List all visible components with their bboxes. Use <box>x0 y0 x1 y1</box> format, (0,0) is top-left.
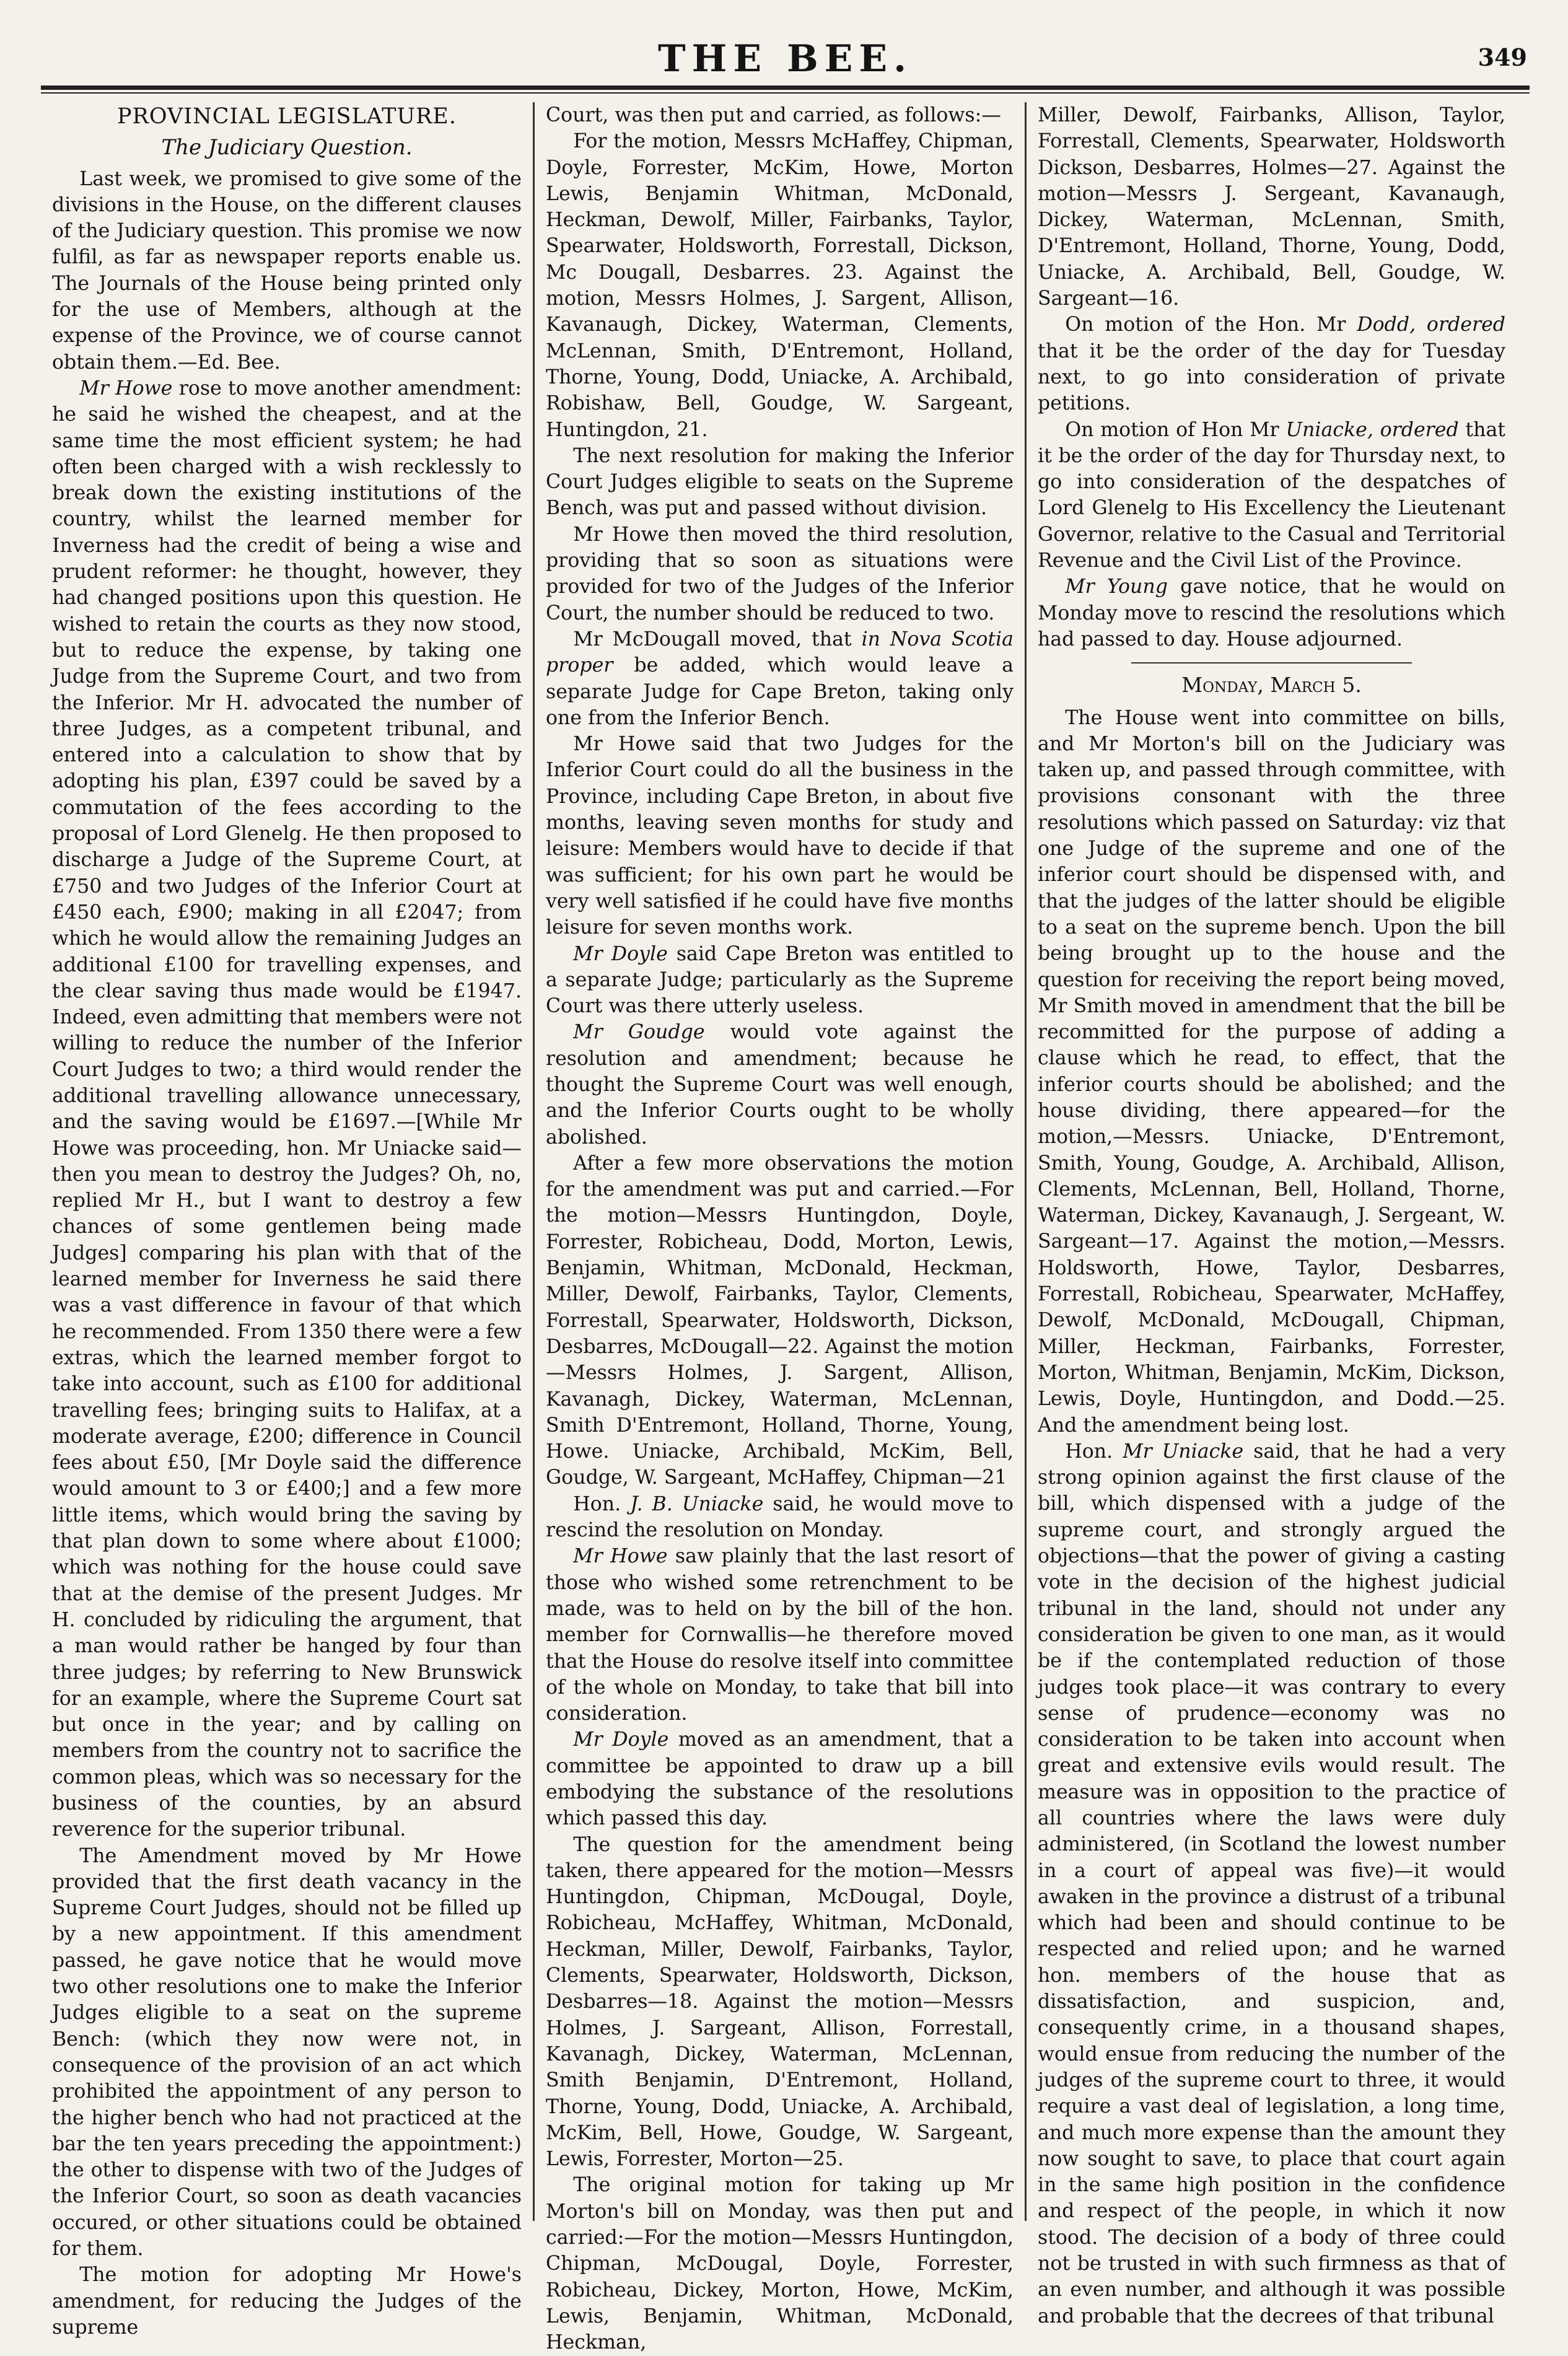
paragraph-text: be added, which would leave a separate Judge for Cape Breton, taking only one from the Inferior Bench. <box>546 654 1014 729</box>
paragraph-text: said Cape Breton was entitled to a separate Judge; particularly as the Supreme Court was there utterly useless. <box>546 942 1014 1018</box>
page-number: 349 <box>1478 43 1527 71</box>
italic-phrase: in Nova Scotia proper <box>546 628 1014 677</box>
column-2 <box>533 102 1025 2354</box>
paragraph <box>546 941 1014 1020</box>
paragraph <box>546 1543 1014 1727</box>
column-1 <box>41 102 533 2339</box>
speaker-name: Uniacke, ordered <box>1285 418 1459 441</box>
speaker-name: J. B. Uniacke <box>630 1492 764 1515</box>
speaker-name: Mr Doyle <box>573 1728 669 1751</box>
paragraph: Mr Howe then moved the third resolution, providing that so soon as situations were provided for two of the Judges of the Inferior Court, the number should be reduced to two. <box>546 523 1014 624</box>
vote-list: For the motion, Messrs McHaffey, Chipman, Doyle, Forrester, McKim, Howe, Morton Lewis, Benjamin Whitman, McDonald, Heckman, Dewolf, Miller, Fairbanks, Taylor, Spearwater, Holdsworth, Forrestall, Dickson, Mc Dougall, Desbarres. 23. Against the motion, Messrs Holmes, J. Sargent, Allison, Kavanaugh, Dickey, Waterman, Clements, McLennan, Smith, D'Entremont, Holland, Thorne, Young, Dodd, Uniacke, A. Archibald, Robishaw, Bell, Goudge, W. Sargeant, Huntingdon, 21. <box>546 130 1014 441</box>
paragraph-text: that it be the order of the day for Tuesday next, to go into consideration of private petitions. <box>1038 339 1505 415</box>
paragraph <box>1038 417 1505 574</box>
paragraph-text: saw plainly that the last resort of those who wished some retrenchment to be made, was to held on by the bill of the hon. member for Cornwallis—he therefore moved that the House do resolve itself into committee of the whole on Monday, to take that bill into consideration. <box>546 1545 1014 1725</box>
paragraph <box>546 1491 1014 1544</box>
paragraph-text: moved as an amendment, that a committee be appointed to draw up a bill embodying the substance of the resolutions which passed this day. <box>546 1728 1014 1830</box>
paragraph-text: On motion of the Hon. Mr <box>1065 313 1357 336</box>
speaker-name: Mr Howe <box>573 1545 668 1568</box>
paragraph-text: Hon. <box>573 1492 631 1515</box>
paragraph <box>1038 574 1505 652</box>
paragraph-text: would vote against the resolution and amendment; because he thought the Supreme Court was well enough, and the Inferior Courts ought to be wholly abolished. <box>546 1021 1014 1149</box>
article-subtitle: The Judiciary Question. <box>161 135 413 160</box>
paragraph: The House went into committee on bills, and Mr Morton's bill on the Judiciary was taken up, and passed through committee, with provisions consonant with the three resolutions which passed on Saturday: viz that one Judge of the supreme and one of the inferior court should be dispensed with, and that the judges of the latter should be eligible to a seat on the supreme bench. Upon the bill being brought up to the house and the question for receiving the report being moved, Mr Smith moved in amendment that the bill be recommitted for the purpose of adding a clause which he read, to effect, that the inferior courts should be abolished; and the house dividing, there appeared—for the motion,—Messrs. Uniacke, D'Entremont, Smith, Young, Goudge, A. Archibald, Allison, Clements, McLennan, Bell, Holland, Thorne, Waterman, Dickey, Kavanaugh, J. Sergeant, W. Sargeant—17. Against the motion,—Messrs. Holdsworth, Howe, Taylor, Desbarres, Forrestall, Robicheau, Spearwater, McHaffey, Dewolf, McDonald, McDougall, Chipman, Miller, Heckman, Fairbanks, Forrester, Morton, Whitman, Benjamin, McKim, Dickson, Lewis, Doyle, Huntingdon, and Dodd.—25. And the amendment being lost. <box>1038 706 1505 1437</box>
paragraph <box>546 1019 1014 1150</box>
paragraph-text: On motion of Hon Mr <box>1065 418 1286 441</box>
speaker-name: Mr Young <box>1065 576 1168 598</box>
vote-list: After a few more observations the motion for the amendment was put and carried.—For the motion—Messrs Huntingdon, Doyle, Forrester, Robicheau, Dodd, Morton, Lewis, Benjamin, Whitman, McDonald, Heckman, Miller, Dewolf, Fairbanks, Taylor, Clements, Forrestall, Spearwater, Holdsworth, Dickson, Desbarres, McDougall—22. Against the motion—Messrs Holmes, J. Sargent, Allison, Kavanagh, Dickey, Waterman, McLennan, Smith D'Entremont, Holland, Thorne, Young, Howe. Uniacke, Archibald, McKim, Bell, Goudge, W. Sargeant, McHaffey, Chipman—21 <box>546 1152 1014 1489</box>
speaker-name: Dodd, ordered <box>1357 313 1505 336</box>
section-title: PROVINCIAL LEGISLATURE. <box>117 104 457 129</box>
speaker-name: Mr Uniacke <box>1123 1440 1244 1463</box>
vote-list: The question for the amendment being taken, there appeared for the motion—Messrs Huntingdon, Chipman, McDougal, Doyle, Robicheau, McHaffey, Whitman, McDonald, Heckman, Miller, Dewolf, Fairbanks, Taylor, Clements, Spearwater, Holdsworth, Dickson, Desbarres—18. Against the motion—Messrs Holmes, J. Sargeant, Allison, Forrestall, Kavanagh, Dickey, Waterman, McLennan, Smith Benjamin, D'Entremont, Holland, Thorne, Young, Dodd, Uniacke, A. Archibald, McKim, Bell, Howe, Goudge, W. Sargeant, Lewis, Forrester, Morton—25. <box>546 1833 1014 2171</box>
speaker-name: Mr Howe <box>79 377 173 400</box>
paragraph <box>52 375 522 1843</box>
vote-list: Miller, Dewolf, Fairbanks, Allison, Taylor, Forrestall, Clements, Spearwater, Holdsworth Dickson, Desbarres, Holmes—27. Against the motion—Messrs J. Sergeant, Kavanaugh, Dickey, Waterman, McLennan, Smith, D'Entremont, Holland, Thorne, Young, Dodd, Uniacke, A. Archibald, Bell, Goudge, W. Sargeant—16. <box>1038 104 1505 310</box>
paragraph-text: rose to move another amendment: he said he wished the cheapest, and at the same time the most efficient system; he had often been charged with a wish recklessly to break down the existing institutions of the country, whilst the learned member for Inverness had the credit of being a wise and prudent reformer: he thought, however, they had changed positions upon this question. He wished to retain the courts as they now stood, but to reduce the expense, by taking one Judge from the Supreme Court, and two from the Inferior. Mr H. advocated the number of three Judges, as a competent tribunal, and entered into a calculation to show that by adopting his plan, £397 could be saved by a commutation of the fees according to the proposal of Lord Glenelg. He then proposed to discharge a Judge of the Supreme Court, at £750 and two Judges of the Inferior Court at £450 each, £900; making in all £2047; from which he would allow the remaining Judges an additional £100 for travelling expenses, and the clear saving thus made would be £1947. Indeed, even admitting that members were not willing to reduce the number of the Inferior Court Judges to two; a third would render the additional travelling allowance unnecessary, and the saving would be £1697.—[While Mr Howe was proceeding, hon. Mr Uniacke said—then you mean to destroy the Judges? Oh, no, replied Mr H., but I want to destroy a few chances of some gentlemen being made Judges] comparing his plan with that of the learned member for Inverness he said there was a vast difference in favour of that which he recommended. From 1350 there were a few extras, which the learned member forgot to take into account, such as £100 for additional travelling fees; bringing suits to Halifax, at a moderate average, £200; difference in Council fees about £50, [Mr Doyle said the difference would amount to 3 or £400;] and a few more little items, which would bring the saving by that plan down to some where about £1000; which was nothing for the house could save that at the demise of the present Judges. Mr H. concluded by ridiculing the argument, that a man would rather be hanged by four than three judges; by referring to New Brunswick for an example, where the Supreme Court sat but once in the year; and by calling on members from the country not to sacrifice the common pleas, which was so necessary for the business of the counties, by an absurd reverence for the superior tribunal. <box>52 377 522 1841</box>
paragraph: The next resolution for making the Inferior Court Judges eligible to seats on the Supreme Bench, was put and passed without division. <box>546 444 1014 520</box>
paragraph-text: Hon. <box>1065 1440 1123 1463</box>
paragraph-text: said, that he had a very strong opinion against the first clause of the bill, which dispensed with a judge of the supreme court, and strongly argued the objections—that the power of giving a casting vote in the decision of the highest judicial tribunal in the land, should not under any consideration be given to one man, as it would be if the contemplated reduction of those judges took place—it was contrary to every sense of prudence—economy was no consideration to be taken into account when great and extensive evils would result. The measure was in opposition to the practice of all countries where the laws were duly administered, (in Scotland the lowest number in a court of appeal was five)—it would awaken in the province a distrust of a tribunal which had been and should continue to be respected and relied upon; and he warned hon. members of the house that as dissatisfaction, and suspicion, and, consequently crime, in a thousand shapes, would ensue from reducing the number of the judges of the supreme court to three, it would require a vast deal of legislation, a long time, and much more expense than the amount they now sought to save, to place that court again in the same high position in the confidence and respect of the people, in which it now stood. The decision of a body of three could not be trusted in with such firmness as that of an even number, and although it was possible and probable that the decrees of that tribunal <box>1038 1440 1505 2328</box>
vote-list: The original motion for taking up Mr Morton's bill on Monday, was then put and carried:—For the motion—Messrs Huntingdon, Chipman, McDougal, Doyle, Forrester, Robicheau, Dickey, Morton, Howe, McKim, Lewis, Benjamin, Whitman, McDonald, Heckman, <box>546 2174 1014 2354</box>
paragraph-text: said, he would move to rescind the resolution on Monday. <box>546 1492 1014 1542</box>
paragraph: The Amendment moved by Mr Howe provided that the first death vacancy in the Supreme Court Judges, should not be filled up by a new appointment. If this amendment passed, he gave notice that he would move two other resolutions one to make the Inferior Judges eligible to a seat on the supreme Bench: (which they now were not, in consequence of the provision of an act which prohibited the appointment of any person to the higher bench who had not practiced at the bar the ten years preceding the appointment:) the other to dispense with two of the Judges of the Inferior Court, so soon as death vacancies occured, or other situations could be obtained for them. <box>52 1844 522 2261</box>
paragraph <box>1038 312 1505 416</box>
masthead-rule-thick <box>41 85 1530 90</box>
paragraph-text: Mr McDougall moved, that <box>573 628 862 650</box>
paragraph-text: that it be the order of the day for Thursday next, to go into consideration of the despatches of Lord Glenelg to His Excellency the Lieutenant Governor, relative to the Casual and Territorial Revenue and the Civil List of the Province. <box>1038 418 1505 572</box>
paragraph-text: gave notice, that he would on Monday move to rescind the resolutions which had passed to day. House adjourned. <box>1038 576 1506 650</box>
paragraph: The motion for adopting Mr Howe's amendment, for reducing the Judges of the supreme <box>52 2264 522 2339</box>
paragraph <box>546 1727 1014 1831</box>
date-heading: Monday, March 5. <box>1181 673 1362 698</box>
masthead <box>41 32 1530 82</box>
paragraph: Mr Howe said that two Judges for the Inferior Court could do all the business in the Province, including Cape Breton, in about five months, leaving seven months for study and leisure: Members would have to decide if that was sufficient; for his own part he would be very well satisfied if he could have five months leisure for seven months work. <box>546 733 1014 939</box>
editor-note: Last week, we promised to give some of the divisions in the House, on the different clauses of the Judiciary question. This promise we now fulfil, as far as newspaper reports enable us. The Journals of the House being printed only for the use of Members, although at the expense of the Province, we of course cannot obtain them.—Ed. Bee. <box>52 167 522 374</box>
newspaper-title: THE BEE. <box>657 37 913 81</box>
speaker-name: Mr Goudge <box>573 1021 705 1044</box>
section-divider <box>1131 662 1412 663</box>
masthead-rule-thin <box>41 92 1530 94</box>
paragraph <box>1038 1439 1505 2329</box>
paragraph <box>546 626 1014 731</box>
article-columns <box>41 102 1530 2354</box>
column-3 <box>1025 102 1517 2328</box>
paragraph: Court, was then put and carried, as follows:— <box>546 104 1001 126</box>
speaker-name: Mr Doyle <box>573 942 668 965</box>
